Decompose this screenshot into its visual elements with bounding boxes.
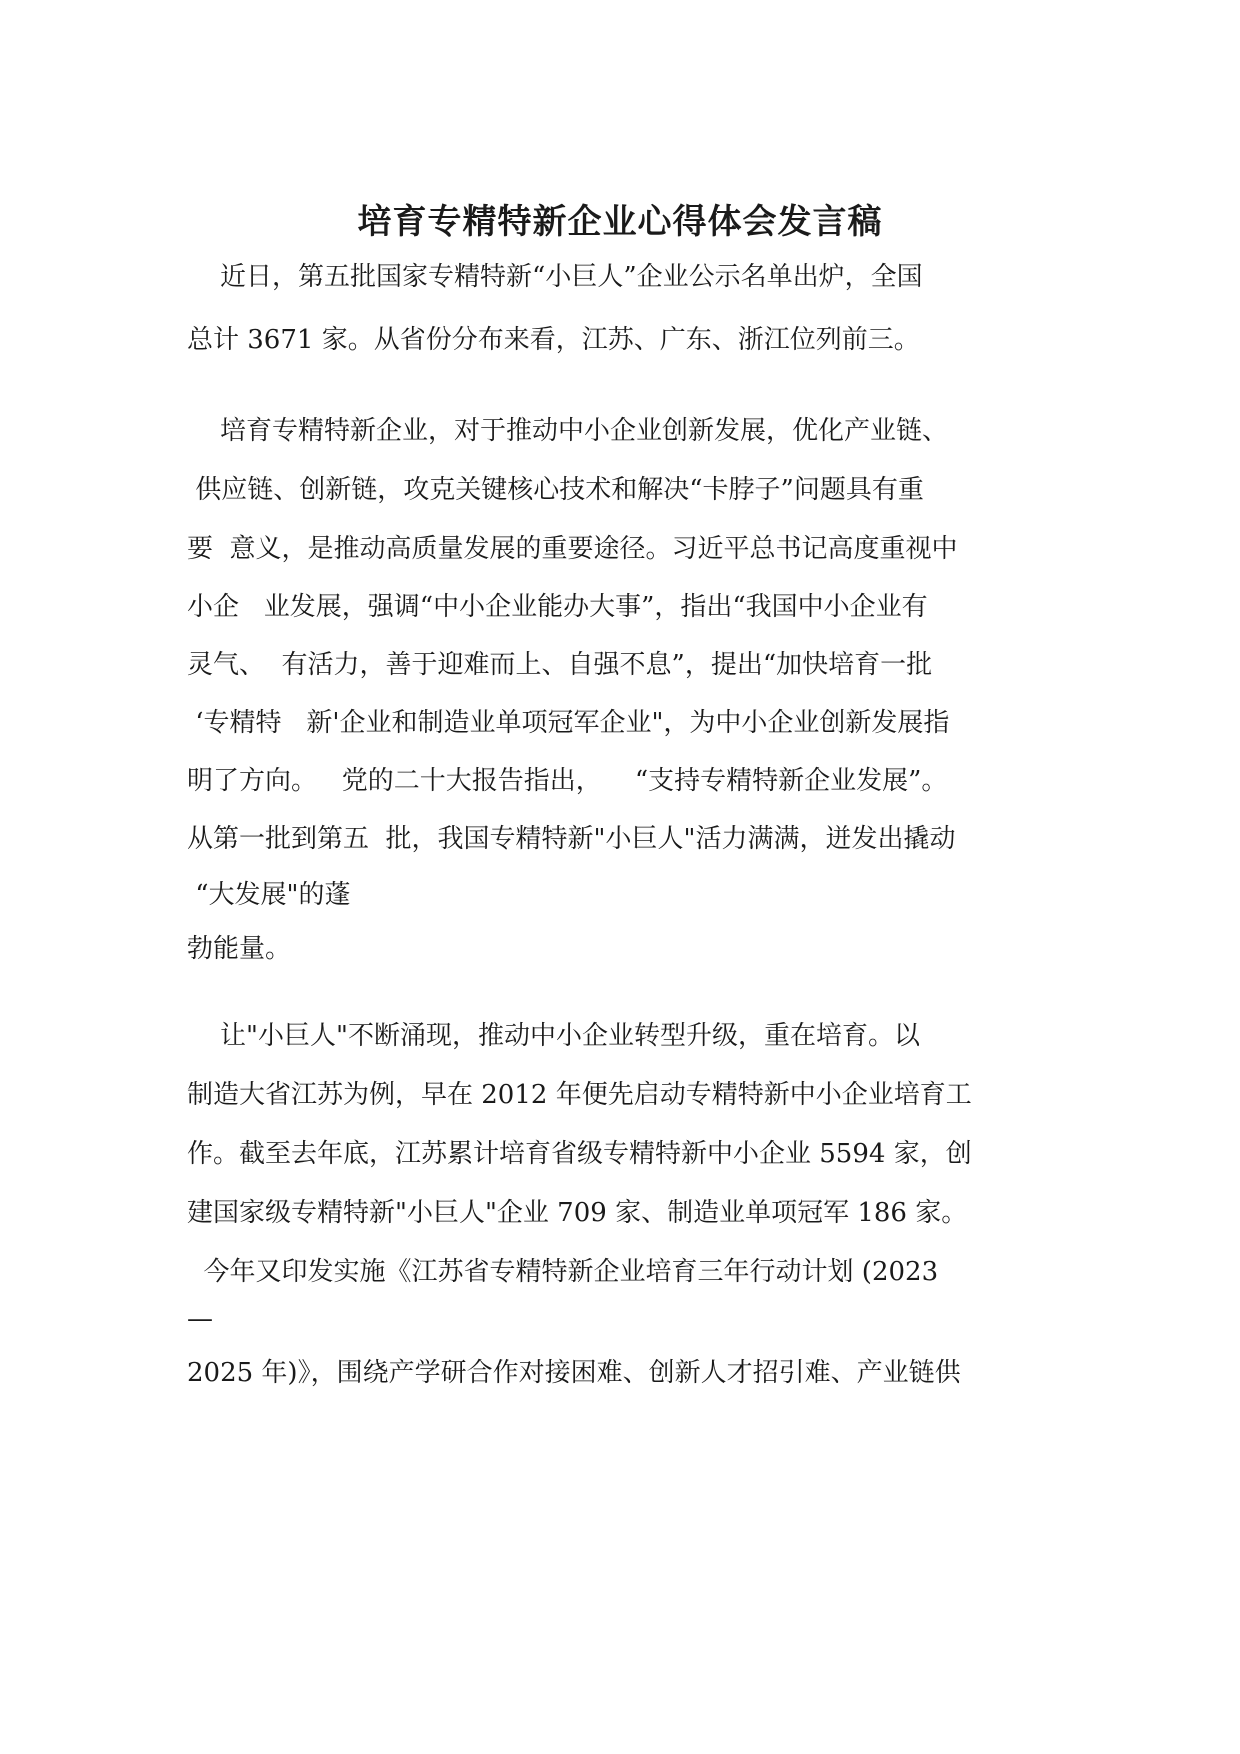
paragraph-2-line-7: 明了方向。 党的二十大报告指出， “支持专精特新企业发展”。 (187, 766, 948, 796)
paragraph-1-line-1: 近日，第五批国家专精特新“小巨人”企业公示名单出炉，全国 (187, 262, 923, 292)
paragraph-2-line-8: 从第一批到第五 批，我国专精特新"小巨人"活力满满，迸发出撬动 (187, 824, 956, 854)
paragraph-2-line-9: “大发展"的蓬 (187, 880, 351, 910)
paragraph-3-line-3: 作。截至去年底，江苏累计培育省级专精特新中小企业 5594 家，创 (187, 1139, 972, 1169)
paragraph-2-line-4: 小企 业发展，强调“中小企业能办大事”，指出“我国中小企业有 (187, 592, 928, 622)
paragraph-3-line-1: 让"小巨人"不断涌现，推动中小企业转型升级，重在培育。以 (187, 1021, 920, 1051)
paragraph-2-line-5: 灵气、 有活力，善于迎难而上、自强不息”，提出“加快培育一批 (187, 650, 933, 680)
paragraph-1-line-2: 总计 3671 家。从省份分布来看，江苏、广东、浙江位列前三。 (187, 325, 920, 355)
paragraph-3-line-7: 2025 年)》，围绕产学研合作对接困难、创新人才招引难、产业链供 (187, 1358, 961, 1388)
paragraph-2-line-10: 勃能量。 (187, 934, 292, 964)
paragraph-2-line-2: 供应链、创新链，攻克关键核心技术和解决“卡脖子”问题具有重 (187, 475, 924, 505)
document-title: 培育专精特新企业心得体会发言稿 (357, 202, 883, 242)
paragraph-2-line-1: 培育专精特新企业，对于推动中小企业创新发展，优化产业链、 (187, 416, 949, 446)
paragraph-3-line-5: 今年又印发实施《江苏省专精特新企业培育三年行动计划 (2023 (187, 1257, 939, 1287)
paragraph-3-line-4: 建国家级专精特新"小巨人"企业 709 家、制造业单项冠军 186 家。 (187, 1198, 968, 1228)
paragraph-3-line-2: 制造大省江苏为例，早在 2012 年便先启动专精特新中小企业培育工 (187, 1080, 972, 1110)
paragraph-3-line-6: — (187, 1304, 213, 1334)
paragraph-2-line-3: 要 意义，是推动高质量发展的重要途径。习近平总书记高度重视中 (187, 534, 958, 564)
paragraph-2-line-6: ‘专精特 新'企业和制造业单项冠军企业"，为中小企业创新发展指 (187, 708, 950, 738)
